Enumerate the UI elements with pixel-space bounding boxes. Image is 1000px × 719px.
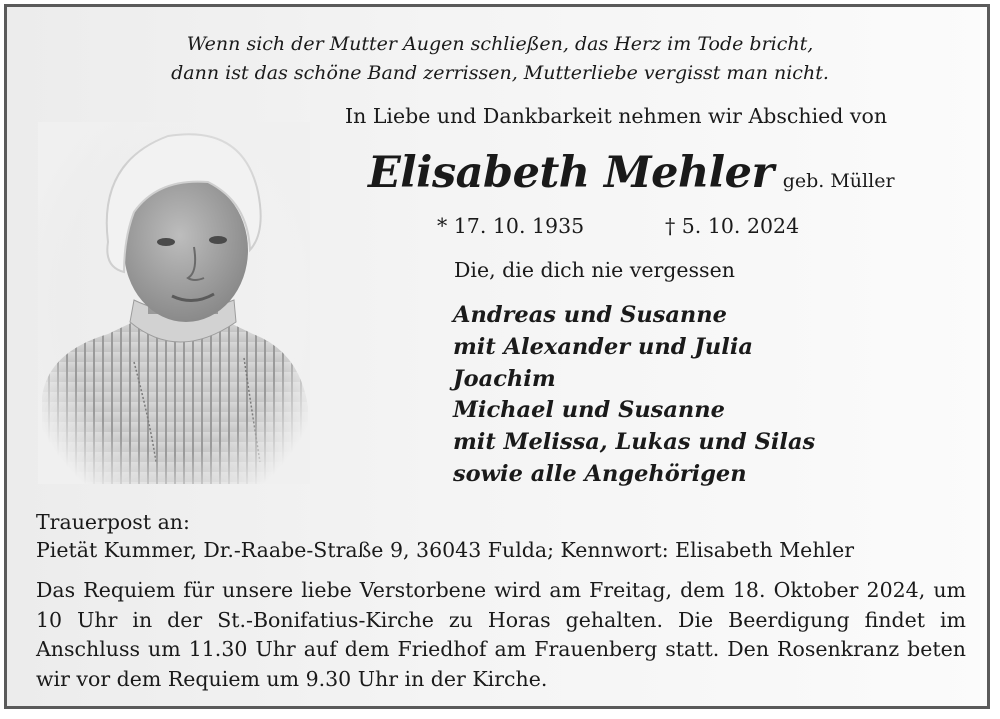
mourners-intro: Die, die dich nie vergessen (454, 258, 735, 282)
requiem-notice: Das Requiem für unsere liebe Verstorbene wird am Freitag, dem 18. Oktober 2024, um 10 Uhr in der St.-Bonifatius-Kirche zu Horas gehalten. Die Beerdigung findet im Anschluss um 11.30 Uhr auf dem Friedhof am Frauenberg statt. Den Rosenkranz beten wir vor dem Requiem um 9.30 Uhr in der Kirche. (36, 578, 966, 691)
family-member: Joachim (453, 365, 556, 392)
death-date: † 5. 10. 2024 (665, 214, 800, 238)
family-member: sowie alle Angehörigen (453, 460, 747, 487)
verse-line-2: dann ist das schöne Band zerrissen, Mutterliebe vergisst man nicht. (171, 62, 829, 84)
portrait-photo (38, 122, 310, 484)
memorial-verse (0, 30, 1000, 88)
family-member: Michael und Susanne (453, 397, 725, 424)
farewell-intro: In Liebe und Dankbarkeit nehmen wir Abschied von (345, 104, 888, 128)
mail-label: Trauerpost an: (36, 510, 190, 534)
verse-line-1: Wenn sich der Mutter Augen schließen, das Herz im Tode bricht, (186, 33, 814, 55)
family-member: Andreas und Susanne (453, 302, 727, 328)
birth-date: * 17. 10. 1935 (437, 214, 585, 238)
deceased-name: Elisabeth Mehler (368, 148, 774, 198)
birth-name: geb. Müller (782, 170, 895, 192)
family-member: mit Melissa, Lukas und Silas (453, 429, 816, 456)
family-member: mit Alexander und Julia (453, 333, 753, 360)
deceased-name-line (368, 148, 895, 198)
mail-address: Pietät Kummer, Dr.-Raabe-Straße 9, 36043 Fulda; Kennwort: Elisabeth Mehler (36, 538, 855, 562)
family-list (453, 300, 815, 491)
